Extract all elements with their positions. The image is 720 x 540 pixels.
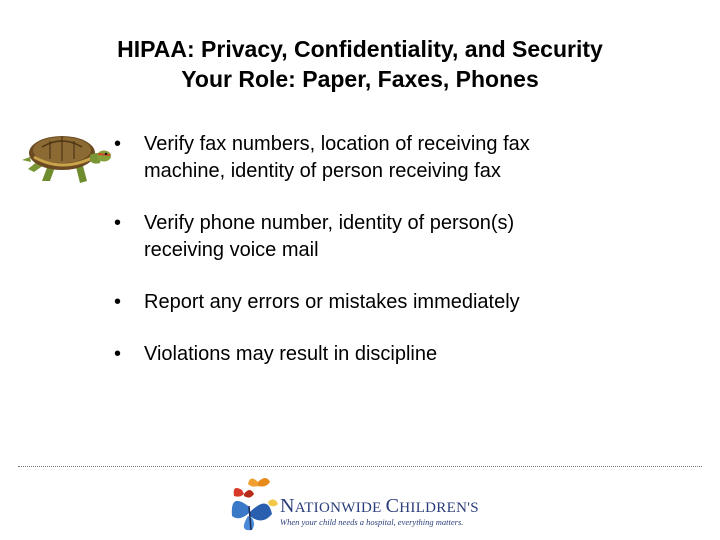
nationwide-childrens-logo [228, 476, 478, 534]
bullet-text-line: Report any errors or mistakes immediately [144, 291, 520, 313]
footer-divider [18, 466, 702, 467]
bullet-marker: • [114, 343, 122, 365]
bullet-item [114, 341, 634, 368]
bullet-item [114, 131, 634, 185]
bullet-text-line: machine, identity of person receiving fax [144, 160, 501, 182]
brand-word: ATIONWIDE [294, 500, 386, 516]
bullet-text-line: Verify fax numbers, location of receiving fax [144, 133, 530, 155]
bullet-item [114, 289, 634, 316]
bullet-item [114, 210, 634, 264]
title-line-2: Your Role: Paper, Faxes, Phones [181, 66, 539, 92]
brand-word: HILDREN'S [399, 500, 479, 516]
butterflies-icon [228, 476, 280, 534]
turtle-icon [20, 125, 112, 187]
bullet-marker: • [114, 133, 122, 155]
bullet-marker: • [114, 212, 122, 234]
brand-name [280, 495, 479, 518]
bullet-text-line: Violations may result in discipline [144, 343, 438, 365]
brand-initial: C [385, 495, 400, 517]
bullet-text-line: receiving voice mail [144, 239, 319, 261]
title-line-1: HIPAA: Privacy, Confidentiality, and Security [117, 36, 603, 62]
slide-title [20, 34, 700, 94]
brand-tagline: When your child needs a hospital, everything matters. [280, 517, 464, 527]
brand-initial: N [280, 495, 295, 517]
bullet-marker: • [114, 291, 122, 313]
bullet-text-line: Verify phone number, identity of person(s) [144, 212, 515, 234]
bullet-list [114, 131, 634, 393]
